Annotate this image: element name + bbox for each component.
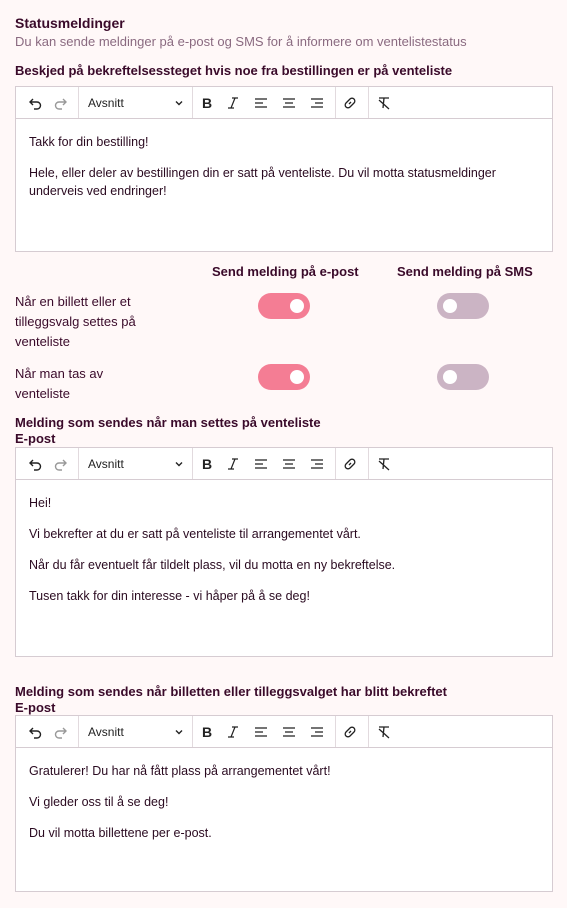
svg-text:B: B (202, 724, 213, 739)
align-left-icon[interactable] (248, 448, 274, 479)
link-icon[interactable] (337, 716, 363, 747)
format-select-label: Avsnitt (88, 456, 124, 471)
editor3-content[interactable] (16, 748, 552, 869)
format-select[interactable] (78, 87, 186, 118)
editor2-sublabel: E-post (15, 431, 56, 446)
align-center-icon[interactable] (276, 448, 302, 479)
undo-icon[interactable] (22, 87, 48, 118)
editor3 (15, 715, 553, 892)
toggle-email-removed[interactable] (258, 364, 310, 390)
format-select[interactable] (78, 716, 186, 747)
editor1-toolbar (16, 87, 552, 119)
format-select-label: Avsnitt (88, 95, 124, 110)
editor3-sublabel: E-post (15, 700, 56, 715)
editor2-toolbar (16, 448, 552, 480)
align-right-icon[interactable] (304, 87, 330, 118)
toggle-sms-waitlist[interactable] (437, 293, 489, 319)
toggle-knob (290, 299, 304, 313)
clear-format-icon[interactable] (371, 716, 397, 747)
paragraph: Vi bekrefter at du er satt på venteliste til arrangementet vårt. (29, 527, 361, 541)
editor1-content[interactable] (16, 119, 552, 227)
paragraph: Vi gleder oss til å se deg! (29, 795, 169, 809)
link-icon[interactable] (337, 87, 363, 118)
bold-icon[interactable] (194, 448, 220, 479)
toggle-knob (443, 370, 457, 384)
italic-icon[interactable] (220, 448, 246, 479)
clear-format-icon[interactable] (371, 448, 397, 479)
align-left-icon[interactable] (248, 716, 274, 747)
paragraph: Når du får eventuelt får tildelt plass, vil du motta en ny bekreftelse. (29, 558, 396, 572)
paragraph: Hele, eller deler av bestillingen din er satt på venteliste. Du vil motta statusmeldinger underveis ved endringer! (29, 166, 496, 198)
editor3-label: Melding som sendes når billetten eller tilleggsvalget har blitt bekreftet (15, 684, 447, 699)
toggle-knob (290, 370, 304, 384)
editor1 (15, 86, 553, 252)
paragraph: Takk for din bestilling! (29, 135, 149, 149)
italic-icon[interactable] (220, 716, 246, 747)
format-select[interactable] (78, 448, 186, 479)
clear-format-icon[interactable] (371, 87, 397, 118)
redo-icon[interactable] (48, 448, 74, 479)
align-right-icon[interactable] (304, 716, 330, 747)
bold-icon[interactable] (194, 87, 220, 118)
redo-icon[interactable] (48, 87, 74, 118)
align-center-icon[interactable] (276, 716, 302, 747)
align-center-icon[interactable] (276, 87, 302, 118)
redo-icon[interactable] (48, 716, 74, 747)
format-select-label: Avsnitt (88, 724, 124, 739)
svg-text:B: B (202, 95, 213, 110)
editor1-label: Beskjed på bekreftelsessteget hvis noe fra bestillingen er på venteliste (15, 63, 453, 78)
col-email-header: Send melding på e-post (212, 264, 359, 279)
undo-icon[interactable] (22, 448, 48, 479)
chevron-down-icon (174, 727, 184, 737)
editor2-label: Melding som sendes når man settes på venteliste (15, 415, 321, 430)
row-label-waitlist: Når en billett eller et tilleggsvalg settes på venteliste (15, 294, 136, 349)
paragraph: Du vil motta billettene per e-post. (29, 826, 212, 840)
col-sms-header: Send melding på SMS (397, 264, 533, 279)
toggle-email-waitlist[interactable] (258, 293, 310, 319)
toggle-sms-removed[interactable] (437, 364, 489, 390)
row-label-removed: Når man tas av venteliste (15, 366, 104, 401)
editor2-content[interactable] (16, 480, 552, 632)
align-left-icon[interactable] (248, 87, 274, 118)
chevron-down-icon (174, 98, 184, 108)
paragraph: Tusen takk for din interesse - vi håper på å se deg! (29, 589, 310, 603)
status-title: Statusmeldinger (15, 15, 125, 31)
undo-icon[interactable] (22, 716, 48, 747)
italic-icon[interactable] (220, 87, 246, 118)
align-right-icon[interactable] (304, 448, 330, 479)
toggle-knob (443, 299, 457, 313)
svg-text:B: B (202, 456, 213, 471)
paragraph: Gratulerer! Du har nå fått plass på arrangementet vårt! (29, 764, 331, 778)
link-icon[interactable] (337, 448, 363, 479)
editor2 (15, 447, 553, 657)
status-subtitle: Du kan sende meldinger på e-post og SMS for å informere om ventelistestatus (15, 34, 467, 49)
bold-icon[interactable] (194, 716, 220, 747)
paragraph: Hei! (29, 496, 52, 510)
editor3-toolbar (16, 716, 552, 748)
chevron-down-icon (174, 459, 184, 469)
